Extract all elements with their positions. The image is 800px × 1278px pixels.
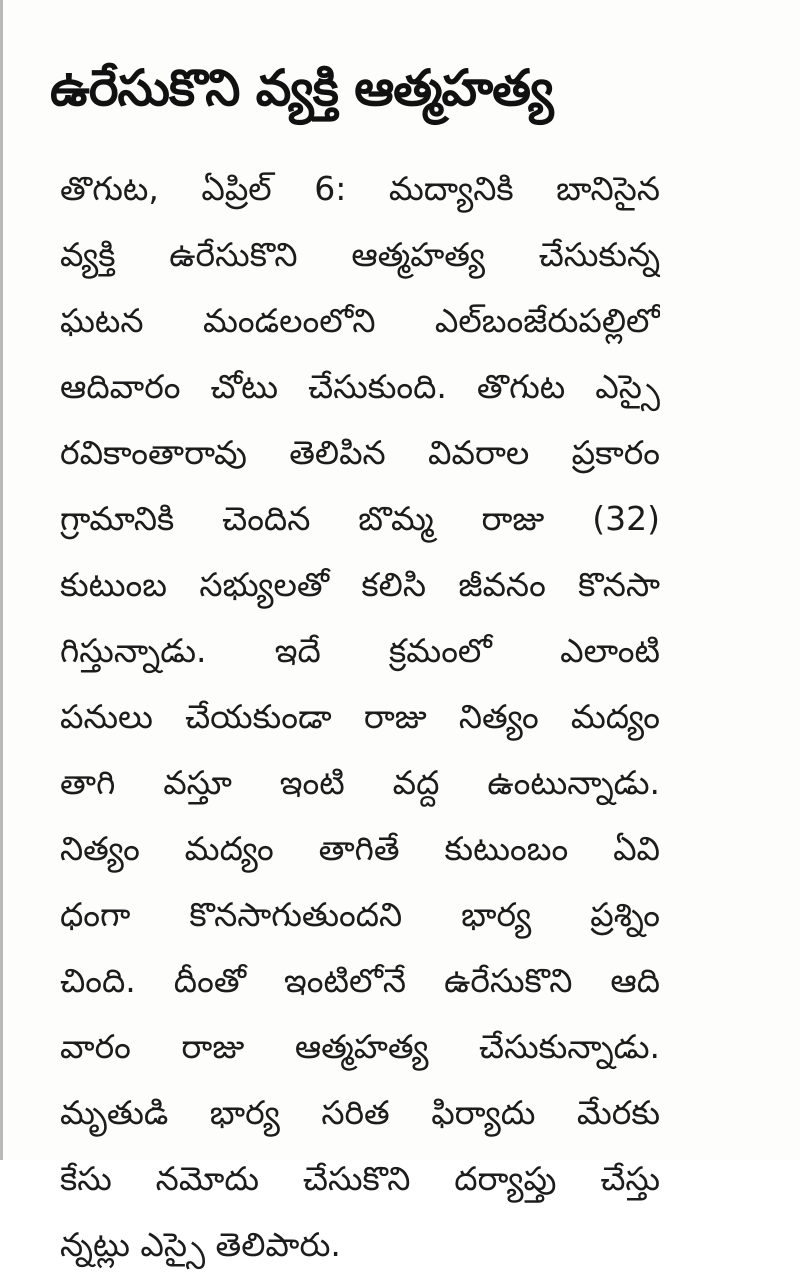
article-line: గ్రామానికి చెందిన బొమ్మ రాజు (32): [60, 499, 660, 538]
article-line: పనులు చేయకుండా రాజు నిత్యం మద్యం: [60, 697, 660, 736]
article-line: వ్యక్తి ఉరేసుకొని ఆత్మహత్య చేసుకున్న: [60, 235, 660, 274]
article-line: ధంగా కొనసాగుతుందని భార్య ప్రశ్నిం: [60, 895, 660, 934]
article-line: గిస్తున్నాడు. ఇదే క్రమంలో ఎలాంటి: [60, 631, 660, 670]
article-line: న్నట్లు ఎస్సై తెలిపారు.: [60, 1225, 341, 1264]
article-line: కుటుంబ సభ్యులతో కలిసి జీవనం కొనసా: [60, 565, 660, 604]
article-line: ఆదివారం చోటు చేసుకుంది. తొగుట ఎస్సై: [60, 367, 660, 406]
article-line: వారం రాజు ఆత్మహత్య చేసుకున్నాడు.: [60, 1027, 660, 1066]
article-line: చింది. దీంతో ఇంటిలోనే ఉరేసుకొని ఆది: [60, 961, 660, 1000]
article-line: మృతుడి భార్య సరిత ఫిర్యాదు మేరకు: [60, 1093, 660, 1132]
article-line: నిత్యం మద్యం తాగితే కుటుంబం ఏవి: [60, 829, 660, 868]
article-line: ఘటన మండలంలోని ఎల్‌బంజేరుపల్లిలో: [60, 301, 660, 340]
article-line: తాగి వస్తూ ఇంటి వద్ద ఉంటున్నాడు.: [60, 763, 660, 802]
headline: ఉరేసుకొని వ్యక్తి ఆత్మహత్య: [50, 59, 553, 117]
column-divider: [0, 0, 3, 1160]
article-line: కేసు నమోదు చేసుకొని దర్యాప్తు చేస్తు: [60, 1159, 660, 1198]
article-body: [60, 156, 660, 1278]
article-line: తొగుట, ఏప్రిల్ 6: మద్యానికి బానిసైన: [60, 169, 660, 208]
article-line: రవికాంతారావు తెలిపిన వివరాల ప్రకారం: [60, 433, 660, 472]
